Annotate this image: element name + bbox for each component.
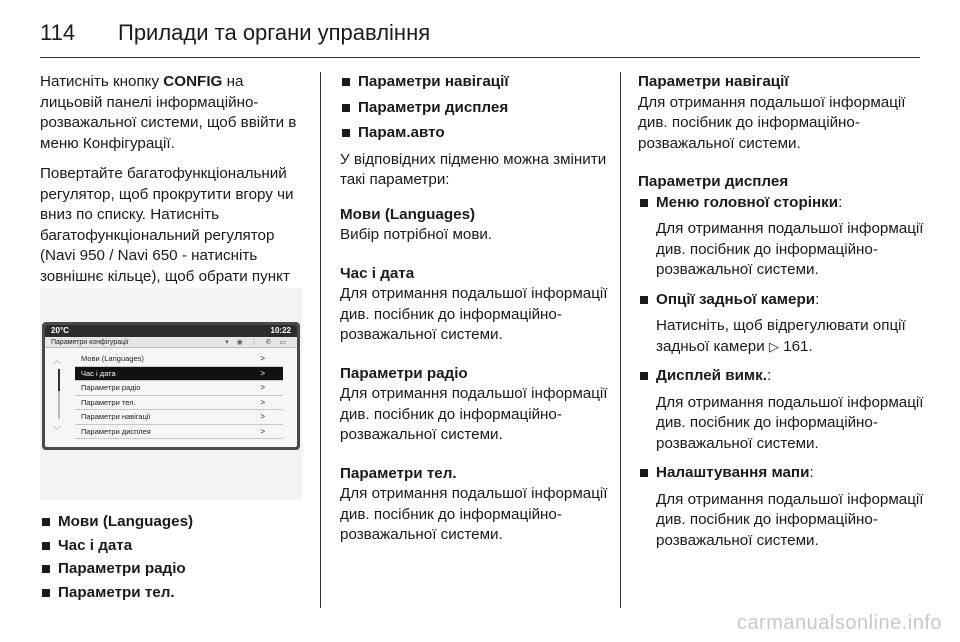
option-label: Налаштування мапи bbox=[656, 464, 810, 481]
screen-status-bar bbox=[45, 325, 297, 337]
section-title: Параметри навігації bbox=[638, 73, 789, 90]
option-desc: Натисніть, щоб відрегулювати опції задньої камери ▷ 161. bbox=[656, 317, 906, 355]
page-number: 114 bbox=[40, 20, 76, 45]
list-item: Параметри радіо bbox=[40, 559, 308, 580]
watermark: carmanualsonline.info bbox=[736, 612, 942, 634]
display-screenshot bbox=[40, 288, 302, 500]
option-desc: Для отримання подальшої інформації див. посібник до інформаційно-розважальної системи. bbox=[656, 490, 924, 549]
section-navigation bbox=[638, 72, 928, 154]
section-radio bbox=[340, 364, 608, 446]
screen-title: Параметри конфігурації bbox=[51, 339, 129, 346]
scroll-down-icon: ﹀ bbox=[53, 426, 61, 435]
list-item: Параметри тел. bbox=[40, 583, 308, 604]
section-text: Вибір потрібної мови. bbox=[340, 226, 493, 243]
screen-temperature: 20°C bbox=[51, 326, 69, 335]
display-option: Опції задньої камери: Натисніть, щоб відрегулювати опції задньої камери ▷ 161. bbox=[638, 290, 928, 358]
status-icons: ▾ ◉ ⋮ ✆ ▭ bbox=[225, 339, 289, 346]
config-key-label: CONFIG bbox=[163, 73, 223, 90]
screen-menu-item: Параметри радіо > bbox=[75, 381, 283, 396]
section-time-date bbox=[340, 264, 608, 346]
screen-menu-item: Параметри дисплея > bbox=[75, 425, 283, 440]
page-ref: 161. bbox=[783, 337, 813, 355]
screen-clock: 10:22 bbox=[270, 326, 291, 335]
scroll-thumb bbox=[58, 369, 60, 391]
infotainment-screen bbox=[42, 322, 300, 450]
section-title: Параметри тел. bbox=[340, 464, 457, 482]
column-1 bbox=[40, 72, 308, 318]
column-1-list bbox=[40, 512, 308, 606]
section-phone bbox=[340, 464, 608, 546]
page-title: Прилади та органи управління bbox=[118, 20, 431, 45]
option-desc: Для отримання подальшої інформації див. посібник до інформаційно-розважальної системи. bbox=[656, 393, 924, 452]
screen-menu-item: Мови (Languages) > bbox=[75, 352, 283, 367]
list-item: Час і дата bbox=[40, 536, 308, 557]
section-languages bbox=[340, 205, 608, 246]
section-title: Параметри дисплея bbox=[638, 173, 789, 190]
chevron-right-icon: > bbox=[260, 383, 265, 392]
display-option: Меню головної сторінки: Для отримання подальшої інформації див. посібник до інформаційно-розважальної системи. bbox=[638, 193, 928, 281]
chevron-right-icon: > bbox=[260, 426, 265, 436]
option-label: Опції задньої камери bbox=[656, 290, 816, 308]
screen-menu-item: Параметри тел. > bbox=[75, 396, 283, 411]
scroll-up-icon: ︿ bbox=[53, 356, 61, 365]
option-desc: Для отримання подальшої інформації див. посібник до інформаційно-розважальної системи. bbox=[656, 220, 924, 278]
screen-title-bar bbox=[45, 337, 297, 348]
column-divider bbox=[620, 72, 621, 608]
chevron-right-icon: > bbox=[260, 412, 265, 421]
config-intro: Натисніть кнопку CONFIG на лицьовій панелі інформаційно-розважальної системи, щоб ввійти в меню Конфігурації. bbox=[40, 73, 297, 152]
page-header bbox=[40, 14, 920, 58]
column-divider bbox=[320, 72, 321, 608]
chevron-right-icon: > bbox=[260, 354, 265, 363]
list-item: Параметри дисплея bbox=[340, 98, 608, 119]
section-text: Для отримання подальшої інформації див. посібник до інформаційно-розважальної системи. bbox=[340, 285, 608, 343]
column-2 bbox=[340, 72, 608, 564]
display-option: Дисплей вимк.: Для отримання подальшої інформації див. посібник до інформаційно-розважальної системи. bbox=[638, 366, 928, 454]
section-title: Параметри радіо bbox=[340, 364, 468, 382]
section-title: Мови (Languages) bbox=[340, 205, 476, 223]
section-text: Для отримання подальшої інформації див. посібник до інформаційно-розважальної системи. bbox=[340, 385, 608, 443]
chevron-right-icon: > bbox=[260, 368, 265, 378]
display-option: Налаштування мапи: Для отримання подальшої інформації див. посібник до інформаційно-розважальної системи. bbox=[638, 463, 928, 551]
chevron-right-icon: > bbox=[260, 397, 265, 407]
list-item: Параметри навігації bbox=[340, 72, 608, 93]
column-3 bbox=[638, 72, 928, 560]
screen-menu-item-selected: Час і дата > bbox=[75, 367, 283, 382]
option-label: Меню головної сторінки bbox=[656, 193, 839, 211]
screen-menu-list bbox=[75, 352, 283, 439]
section-title: Час і дата bbox=[340, 264, 415, 282]
navigation-instructions: Повертайте багатофункціональний регулятор, щоб прокрутити вгору чи вниз по списку. Натисніть багатофункціональний регулятор (Navi 950 / Navi 650 - натисніть зовнішнє кільце), щоб обрати пункт bbox=[40, 165, 294, 285]
option-label: Дисплей вимк. bbox=[656, 367, 767, 384]
section-display bbox=[638, 172, 928, 551]
list-item: Парам.авто bbox=[340, 123, 608, 144]
list-item: Мови (Languages) bbox=[40, 512, 308, 533]
arrow-ref-icon: ▷ bbox=[768, 338, 779, 354]
submenu-intro: У відповідних підменю можна змінити такі параметри: bbox=[340, 150, 607, 188]
screen-menu-item: Параметри навігації > bbox=[75, 410, 283, 425]
section-text: Для отримання подальшої інформації див. посібник до інформаційно-розважальної системи. bbox=[340, 485, 608, 543]
section-text: Для отримання подальшої інформації див. посібник до інформаційно-розважальної системи. bbox=[638, 93, 906, 152]
